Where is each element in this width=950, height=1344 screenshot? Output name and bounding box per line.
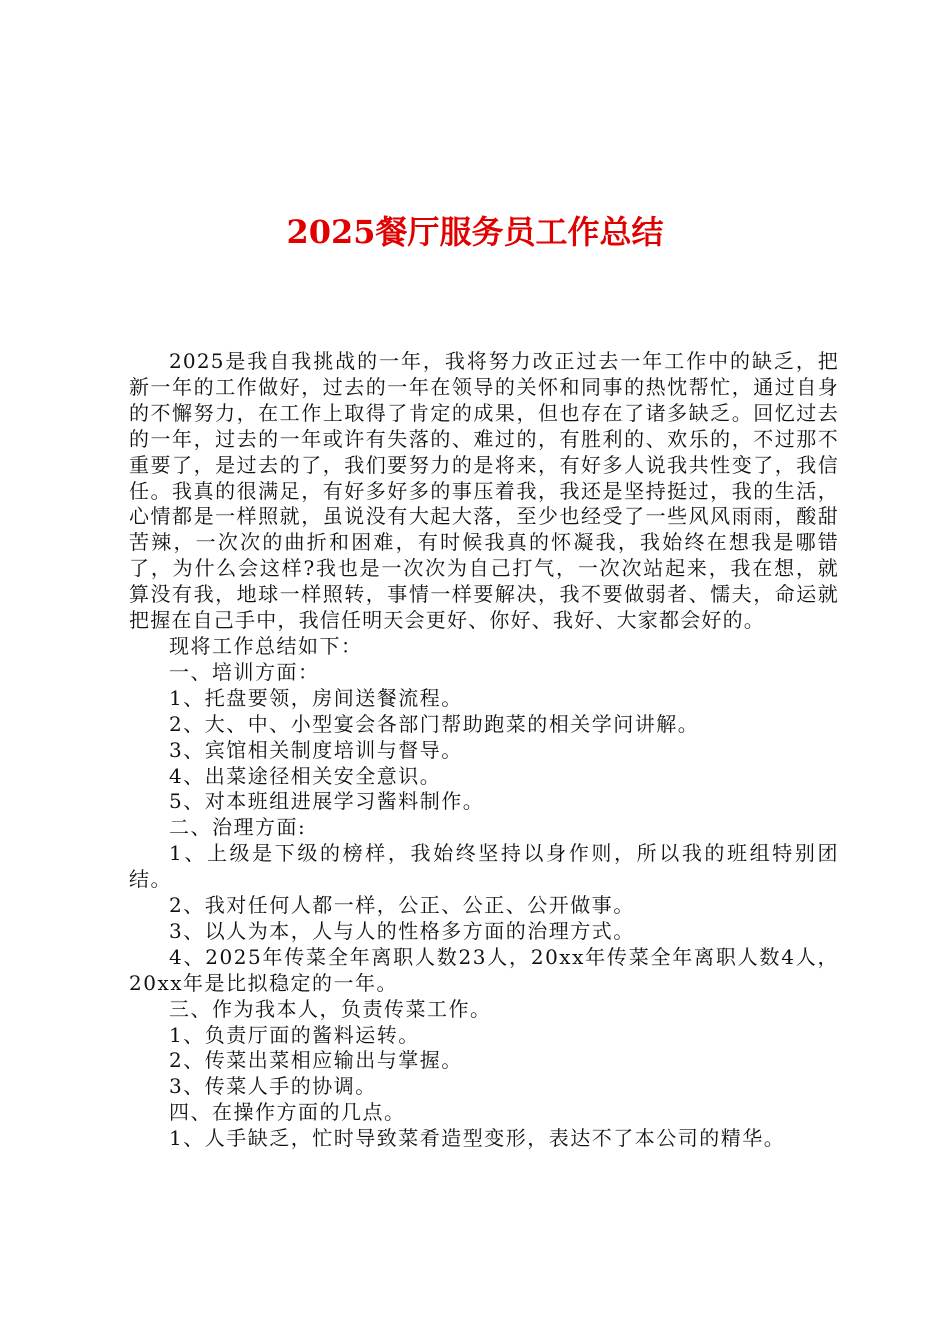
paragraph-summary-lead: 现将工作总结如下： [169,633,363,658]
list-item: 1、负责厅面的酱料运转。 [169,1022,420,1047]
list-item: 3、以人为本，人与人的性格多方面的治理方式。 [169,918,635,943]
list-item: 1、上级是下级的榜样，我始终坚持以身作则，所以我的班组特别团结。 [129,841,839,892]
paragraph-intro: 2025是我自我挑战的一年，我将努力改正过去一年工作中的缺乏，把新一年的工作做好，过去的一年在领导的关怀和同事的热忱帮忙，通过自身的不懈努力，在工作上取得了肯定的成果，但也存在了诸多缺乏。回忆过去的一年，过去的一年或许有失落的、难过的，有胜利的、欢乐的，不过那不重要了，是过去的了，我们要努力的是将来，有好多人说我共性变了，我信任。我真的很满足，有好多好多的事压着我，我还是坚持挺过，我的生活，心情都是一样照就，虽说没有大起大落，至少也经受了一些风风雨雨，酸甜苦辣，一次次的曲折和困难，有时候我真的怀凝我，我始终在想我是哪错了，为什么会这样?我也是一次次为自己打气，一次次站起来，我在想，就算没有我，地球一样照转，事情一样要解决，我不要做弱者、懦夫，命运就把握在自己手中，我信任明天会更好、你好、我好、大家都会好的。 [129,349,839,633]
list-item: 2、传菜出菜相应输出与掌握。 [169,1048,463,1073]
list-item: 3、宾馆相关制度培训与督导。 [169,737,463,762]
list-item: 2、我对任何人都一样，公正、公正、公开做事。 [169,893,635,918]
document-body [129,349,839,1152]
section-heading-training: 一、培训方面： [169,659,320,684]
list-item: 3、传菜人手的协调。 [169,1074,377,1099]
list-item: 2、大、中、小型宴会各部门帮助跑菜的相关学问讲解。 [169,711,700,736]
list-item: 4、出菜途径相关安全意识。 [169,763,442,788]
document-title: 2025餐厅服务员工作总结 [286,213,664,251]
list-item: 1、托盘要领，房间送餐流程。 [169,685,463,710]
section-heading-self: 三、作为我本人，负责传菜工作。 [169,996,492,1021]
section-heading-management: 二、治理方面: [169,815,307,840]
section-heading-operations: 四、在操作方面的几点。 [169,1100,406,1125]
list-item: 4、2025年传菜全年离职人数23人，20xx年传菜全年离职人数4人，20xx年是比拟稳定的一年。 [129,944,839,995]
list-item: 5、对本班组进展学习酱料制作。 [169,789,485,814]
list-item: 1、人手缺乏，忙时导致菜肴造型变形，表达不了本公司的精华。 [169,1126,786,1151]
